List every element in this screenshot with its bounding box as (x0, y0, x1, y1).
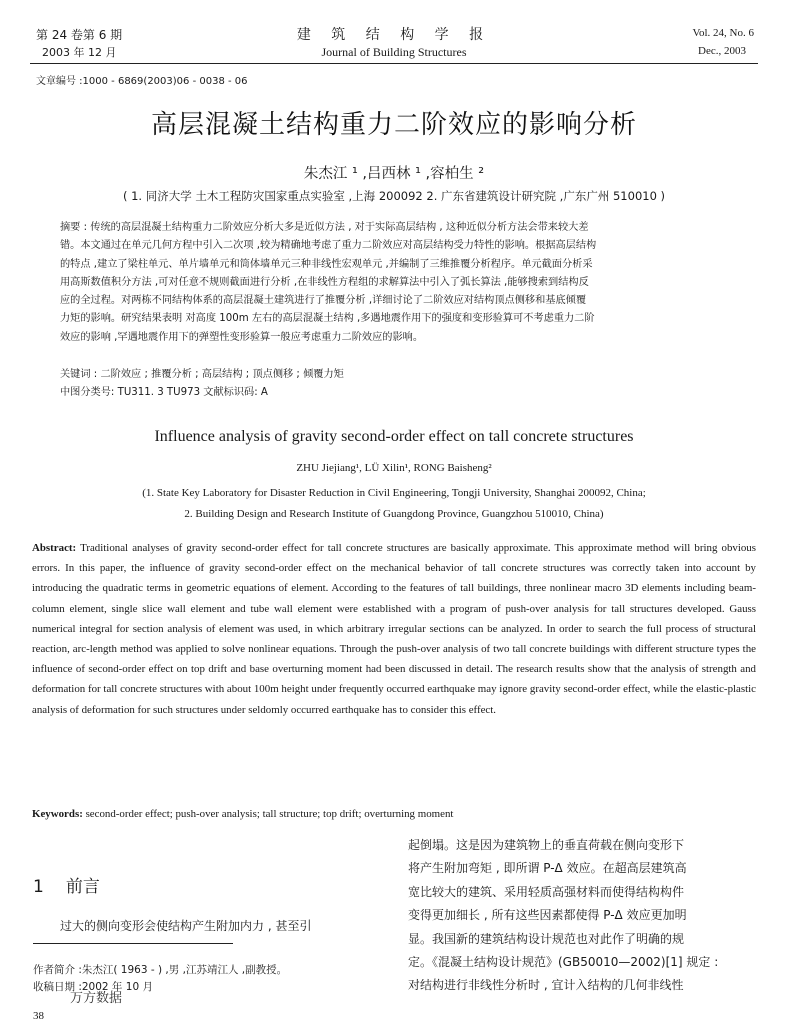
body-paragraph-right (408, 834, 760, 998)
authors-cn: 朱杰江 ¹ ,吕西林 ¹ ,容柏生 ² (303, 166, 485, 182)
keywords-cn: 关键词 : 二阶效应 ; 推覆分析 ; 高层结构 ; 顶点侧移 ; 倾覆力矩 (60, 369, 344, 380)
abstract-cn-line: 错。本文通过在单元几何方程中引入二次项 ,较为精确地考虑了重力二阶效应对高层结构受力特性的影响。根据高层结构 (60, 240, 597, 252)
section-number: 1 (33, 877, 44, 897)
abstract-cn (60, 219, 732, 347)
title-en: Influence analysis of gravity second-order effect on tall concrete structures (154, 428, 634, 445)
abstract-en-label: Abstract: (32, 542, 77, 554)
watermark-text: 万方数据 (70, 991, 123, 1006)
header-date-cn: 2003 年 12 月 (42, 46, 117, 59)
abstract-cn-line: 用高斯数值积分方法 ,可对任意不规则截面进行分析 ,在非线性方程组的求解算法中引入了弧长算法 ,能够搜索到结构反 (60, 276, 589, 288)
abstract-cn-line: 摘要 : 传统的高层混凝土结构重力二阶效应分析大多是近似方法 , 对于实际高层结构 , 这种近似分析方法会带来较大差 (60, 222, 589, 233)
keywords-en-text: second-order effect; push-over analysis; tall structure; top drift; overturning moment (85, 808, 454, 820)
title-cn: 高层混凝土结构重力二阶效应的影响分析 (150, 110, 637, 140)
header-rule (30, 63, 758, 64)
abstract-cn-line: 力矩的影响。研究结果表明 对高度 100m 左右的高层混凝土结构 ,多遇地震作用下的强度和变形验算可不考虑重力二阶 (60, 313, 595, 325)
affiliations-cn: ( 1. 同济大学 土木工程防灾国家重点实验室 ,上海 200092 2. 广东省建筑设计研究院 ,广东广州 510010 ) (122, 189, 666, 203)
authors-en: ZHU Jiejiang¹, LÜ Xilin¹, RONG Baisheng² (296, 462, 492, 474)
page-number: 38 (33, 1010, 44, 1022)
section-1-heading (33, 872, 100, 897)
affiliation-en-line: 2. Building Design and Research Institute of Guangdong Province, Guangzhou 510010, China) (184, 508, 604, 520)
header-volume-issue-en: Vol. 24, No. 6 (692, 27, 754, 39)
body-line: 显。我国新的建筑结构设计规范也对此作了明确的规 (408, 931, 685, 946)
header-date-en: Dec., 2003 (698, 45, 746, 57)
section-title: 前言 (65, 877, 100, 897)
body-line: 宽比较大的建筑、采用轻质高强材料而使得结构构件 (408, 884, 685, 899)
classification-cn: 中图分类号: TU311. 3 TU973 文献标识码: A (60, 387, 268, 398)
footnote-received-date: 收稿日期 :2002 年 10 月 (33, 981, 153, 993)
header-journal-en: Journal of Building Structures (321, 45, 467, 59)
affiliation-en-line: (1. State Key Laboratory for Disaster Reduction in Civil Engineering, Tongji University, Shanghai 200092, China; (142, 487, 646, 499)
body-line: 对结构进行非线性分析时 , 宜计入结构的几何非线性 (408, 978, 684, 993)
footnote-author-intro: 作者简介 :朱杰江( 1963 - ) ,男 ,江苏靖江人 ,副教授。 (33, 964, 288, 976)
body-line: 起倒塌。这是因为建筑物上的垂直荷载在侧向变形下 (408, 838, 685, 852)
abstract-cn-line: 应的全过程。对两栋不同结构体系的高层混凝土建筑进行了推覆分析 ,详细讨论了二阶效应对结构顶点侧移和基底倾覆 (60, 295, 587, 307)
abstract-en-text: Traditional analyses of gravity second-order effect for tall concrete structures are basically approximate. This approximate method will bring obvious errors. In this paper, the influence of gravity second-order effect on the mechanical behavior of tall concrete structures was correctly taken into account by introducing the quadratic terms in geometric equations of element. According to the features of tall buildings, three nonlinear macro 3D elements including beam-column element, single slice wall element and tube wall element were established with a program of push-over analysis for tall structures developed. Gauss numerical integral for section analysis of element was used, in which arbitrary irregular sections can be analyzed. In order to search the full process of structural reaction, arc-length method was applied to solve nonlinear equations. Through the push-over analysis of two tall concrete buildings with different structure types the influence of second-order effect on top drift and base overturning moment had been discussed in detail. The research results show that the analysis of strength and deformation for tall concrete structures with about 100m height under frequently occurred earthquake may ignore gravity second-order effect, while the elastic-plastic analysis of deformation for such structures under seldomly occurred earthquake has to consider this effect. (32, 542, 756, 716)
body-line: 将产生附加弯矩 , 即所谓 P-Δ 效应。在超高层建筑高 (408, 861, 687, 876)
header-volume-issue-cn: 第 24 卷第 6 期 (36, 28, 123, 42)
header-journal-cn: 建 筑 结 构 学 报 (296, 27, 492, 43)
keywords-en-label: Keywords: (32, 808, 83, 820)
body-line: 变得更加细长 , 所有这些因素都使得 P-Δ 效应更加明 (408, 908, 687, 923)
abstract-en (32, 538, 756, 720)
keywords-en (32, 808, 756, 820)
abstract-cn-line: 效应的影响 ,罕遇地震作用下的弹塑性变形验算一般应考虑重力二阶效应的影响。 (60, 331, 424, 343)
body-line: 定。《混凝土结构设计规范》(GB50010—2002)[1] 规定 : (408, 955, 719, 970)
article-number: 文章编号 :1000 - 6869(2003)06 - 0038 - 06 (36, 76, 248, 87)
abstract-cn-line: 的特点 ,建立了梁柱单元、单片墙单元和筒体墙单元三种非线性宏观单元 ,并编制了三维推覆分析程序。单元截面分析采 (60, 258, 593, 270)
body-paragraph-left: 过大的侧向变形会使结构产生附加内力 , 甚至引 (60, 919, 312, 933)
footnote-rule (33, 943, 233, 944)
